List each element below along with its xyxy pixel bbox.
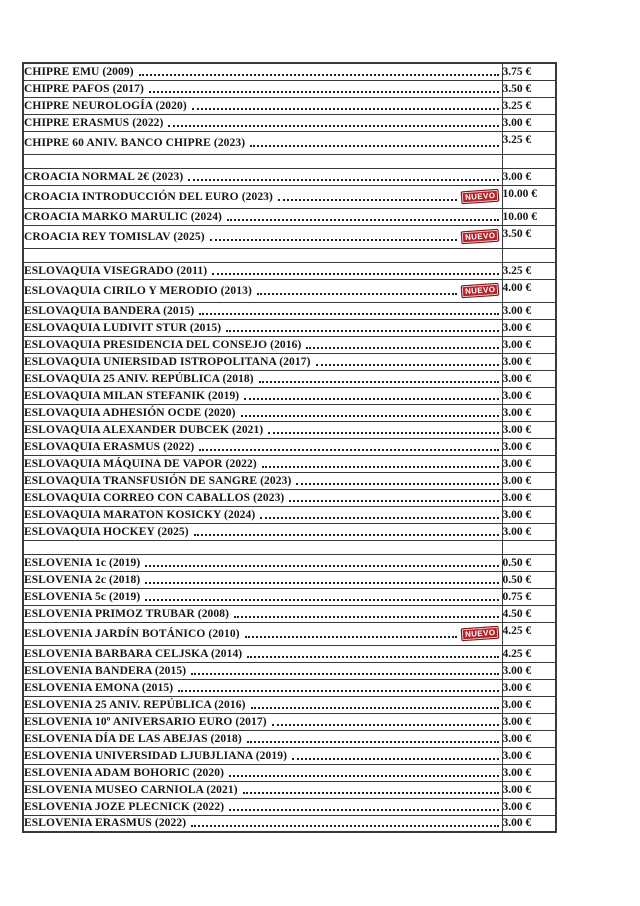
price-cell: 3.00 €: [502, 747, 556, 764]
table-row: [23, 185, 556, 208]
description-cell: [23, 319, 502, 336]
dotted-leader: [289, 500, 498, 502]
table-row: [23, 571, 556, 588]
price-table-body: [23, 63, 556, 832]
item-label: ESLOVAQUIA MÁQUINA DE VAPOR (2022): [24, 457, 257, 470]
dotted-leader: [251, 707, 499, 709]
row-line: [24, 591, 502, 603]
row-line: [24, 665, 502, 677]
description-cell: [23, 815, 502, 832]
table-row: [23, 302, 556, 319]
row-line: [24, 390, 502, 402]
row-line: [24, 716, 502, 728]
description-cell: [23, 662, 502, 679]
description-cell: [23, 404, 502, 421]
table-row: [23, 63, 556, 80]
description-cell: [23, 489, 502, 506]
table-row: [23, 523, 556, 540]
price-cell: 3.00 €: [502, 798, 556, 815]
table-row: [23, 279, 556, 302]
row-line: [24, 475, 502, 487]
dotted-leader: [191, 825, 498, 827]
dotted-leader: [260, 517, 498, 519]
row-line: [24, 83, 502, 95]
separator-row: [23, 248, 556, 262]
item-label: CHIPRE 60 ANIV. BANCO CHIPRE (2023): [24, 136, 246, 149]
price-cell: 3.00 €: [502, 764, 556, 781]
dotted-leader: [194, 534, 499, 536]
table-row: [23, 747, 556, 764]
table-row: [23, 679, 556, 696]
item-label: ESLOVAQUIA ALEXANDER DUBCEK (2021): [24, 423, 264, 436]
description-cell: [23, 588, 502, 605]
dotted-leader: [268, 432, 498, 434]
item-label: ESLOVENIA PRIMOZ TRUBAR (2008): [24, 607, 230, 620]
row-line: [24, 407, 502, 419]
table-row: [23, 764, 556, 781]
item-label: ESLOVENIA 10º ANIVERSARIO EURO (2017): [24, 715, 267, 728]
item-label: ESLOVAQUIA MILAN STEFANIK (2019): [24, 389, 240, 402]
price-cell: 4.25 €: [502, 622, 556, 645]
table-row: [23, 554, 556, 571]
description-cell: [23, 168, 502, 185]
row-line: [24, 230, 502, 243]
item-label: ESLOVAQUIA MARATON KOSICKY (2024): [24, 508, 256, 521]
row-line: [24, 574, 502, 586]
table-row: [23, 319, 556, 336]
item-label: CROACIA MARKO MARULIC (2024): [24, 210, 222, 223]
price-cell: 3.00 €: [502, 370, 556, 387]
row-line: [24, 117, 502, 129]
price-cell: 3.00 €: [502, 815, 556, 832]
table-row: [23, 455, 556, 472]
price-cell: 3.00 €: [502, 506, 556, 523]
description-cell: [23, 97, 502, 114]
price-cell: 3.50 €: [502, 80, 556, 97]
dotted-leader: [250, 145, 498, 147]
dotted-leader: [199, 449, 498, 451]
row-line: [24, 190, 502, 203]
description-cell: [23, 185, 502, 208]
item-label: ESLOVENIA BANDERA (2015): [24, 664, 187, 677]
row-line: [24, 373, 502, 385]
dotted-leader: [199, 313, 498, 315]
item-label: ESLOVENIA UNIVERSIDAD LJUBJLIANA (2019): [24, 749, 288, 762]
dotted-leader: [234, 616, 498, 618]
dotted-leader: [210, 239, 457, 241]
price-cell: 3.25 €: [502, 131, 556, 154]
dotted-leader: [241, 415, 499, 417]
price-cell: 3.00 €: [502, 472, 556, 489]
dotted-leader: [243, 792, 499, 794]
price-cell: 3.00 €: [502, 730, 556, 747]
description-cell: [23, 747, 502, 764]
item-label: ESLOVENIA MUSEO CARNIOLA (2021): [24, 783, 238, 796]
price-cell: 3.00 €: [502, 319, 556, 336]
dotted-leader: [244, 398, 498, 400]
description-cell: [23, 798, 502, 815]
description-cell: [23, 370, 502, 387]
price-cell: 3.00 €: [502, 404, 556, 421]
dotted-leader: [145, 582, 498, 584]
dotted-leader: [257, 293, 457, 295]
row-line: [24, 733, 502, 745]
table-row: [23, 336, 556, 353]
description-cell: [23, 679, 502, 696]
table-row: [23, 353, 556, 370]
item-label: CHIPRE NEUROLOGÍA (2020): [24, 99, 187, 112]
item-label: ESLOVENIA ERASMUS (2022): [24, 817, 187, 830]
description-cell: [23, 302, 502, 319]
item-label: ESLOVENIA BARBARA CELJSKA (2014): [24, 647, 243, 660]
dotted-leader: [226, 330, 498, 332]
table-row: [23, 421, 556, 438]
price-cell: 10.00 €: [502, 185, 556, 208]
price-cell: 3.50 €: [502, 225, 556, 248]
price-cell: 3.00 €: [502, 438, 556, 455]
price-cell: 3.00 €: [502, 302, 556, 319]
item-label: ESLOVAQUIA VISEGRADO (2011): [24, 264, 208, 277]
item-label: CHIPRE ERASMUS (2022): [24, 116, 164, 129]
price-cell: 4.50 €: [502, 605, 556, 622]
dotted-leader: [245, 636, 457, 638]
item-label: ESLOVAQUIA TRANSFUSIÓN DE SANGRE (2023): [24, 474, 292, 487]
item-label: ESLOVAQUIA HOCKEY (2025): [24, 525, 189, 538]
description-cell: [23, 506, 502, 523]
row-line: [24, 171, 502, 183]
price-cell: 3.00 €: [502, 336, 556, 353]
table-row: [23, 730, 556, 747]
item-label: ESLOVENIA ADAM BOHORIC (2020): [24, 766, 225, 779]
price-cell: 3.00 €: [502, 523, 556, 540]
table-row: [23, 208, 556, 225]
description-cell: [23, 63, 502, 80]
description-cell: [23, 696, 502, 713]
row-line: [24, 322, 502, 334]
description-cell: [23, 262, 502, 279]
nuevo-badge: NUEVO: [461, 626, 500, 642]
price-cell: 3.00 €: [502, 679, 556, 696]
description-cell: [23, 713, 502, 730]
dotted-leader: [306, 347, 498, 349]
description-cell: [23, 279, 502, 302]
item-label: CROACIA REY TOMISLAV (2025): [24, 230, 205, 243]
price-cell: 3.00 €: [502, 489, 556, 506]
price-cell: 3.00 €: [502, 421, 556, 438]
dotted-leader: [229, 809, 498, 811]
description-cell: [23, 523, 502, 540]
table-row: [23, 713, 556, 730]
dotted-leader: [316, 364, 499, 366]
dotted-leader: [178, 690, 498, 692]
price-cell: 3.00 €: [502, 353, 556, 370]
description-cell: [23, 472, 502, 489]
nuevo-badge: NUEVO: [461, 283, 500, 299]
description-cell: [23, 730, 502, 747]
separator-cell: [502, 248, 556, 262]
description-cell: [23, 571, 502, 588]
dotted-leader: [212, 273, 498, 275]
table-row: [23, 387, 556, 404]
description-cell: [23, 421, 502, 438]
dotted-leader: [188, 179, 498, 181]
row-line: [24, 100, 502, 112]
item-label: ESLOVENIA 2c (2018): [24, 573, 141, 586]
description-cell: [23, 80, 502, 97]
row-line: [24, 767, 502, 779]
table-row: [23, 97, 556, 114]
row-line: [24, 211, 502, 223]
item-label: CROACIA INTRODUCCIÓN DEL EURO (2023): [24, 190, 273, 203]
price-cell: 3.25 €: [502, 97, 556, 114]
description-cell: [23, 622, 502, 645]
description-cell: [23, 114, 502, 131]
dotted-leader: [292, 758, 498, 760]
price-cell: 3.00 €: [502, 387, 556, 404]
dotted-leader: [259, 381, 499, 383]
table-row: [23, 798, 556, 815]
price-cell: 3.00 €: [502, 713, 556, 730]
table-row: [23, 696, 556, 713]
separator-cell: [23, 540, 502, 554]
row-line: [24, 509, 502, 521]
price-cell: 3.00 €: [502, 696, 556, 713]
row-line: [24, 339, 502, 351]
item-label: ESLOVENIA JARDÍN BOTÁNICO (2010): [24, 627, 240, 640]
item-label: ESLOVENIA EMONA (2015): [24, 681, 174, 694]
table-row: [23, 662, 556, 679]
price-cell: 3.00 €: [502, 168, 556, 185]
item-label: ESLOVENIA 1c (2019): [24, 556, 141, 569]
dotted-leader: [296, 483, 498, 485]
table-row: [23, 815, 556, 832]
item-label: ESLOVENIA JOZE PLECNICK (2022): [24, 800, 225, 813]
price-cell: 10.00 €: [502, 208, 556, 225]
row-line: [24, 750, 502, 762]
dotted-leader: [247, 656, 498, 658]
table-row: [23, 781, 556, 798]
description-cell: [23, 225, 502, 248]
item-label: CHIPRE EMU (2009): [24, 65, 134, 78]
description-cell: [23, 605, 502, 622]
table-row: [23, 114, 556, 131]
table-row: [23, 131, 556, 154]
item-label: CHIPRE PAFOS (2017): [24, 82, 144, 95]
separator-cell: [502, 540, 556, 554]
item-label: ESLOVAQUIA BANDERA (2015): [24, 304, 195, 317]
table-row: [23, 506, 556, 523]
price-cell: 3.00 €: [502, 455, 556, 472]
item-label: ESLOVAQUIA UNIERSIDAD ISTROPOLITANA (2017): [24, 355, 311, 368]
item-label: ESLOVAQUIA 25 ANIV. REPÚBLICA (2018): [24, 372, 254, 385]
row-line: [24, 699, 502, 711]
row-line: [24, 817, 502, 829]
table-row: [23, 622, 556, 645]
separator-cell: [23, 154, 502, 168]
price-cell: 0.50 €: [502, 554, 556, 571]
dotted-leader: [262, 466, 499, 468]
item-label: ESLOVAQUIA CIRILO Y MERODIO (2013): [24, 284, 252, 297]
separator-row: [23, 540, 556, 554]
table-row: [23, 404, 556, 421]
dotted-leader: [145, 565, 498, 567]
table-row: [23, 80, 556, 97]
table-row: [23, 225, 556, 248]
item-label: ESLOVAQUIA CORREO CON CABALLOS (2023): [24, 491, 285, 504]
dotted-leader: [149, 91, 499, 93]
separator-row: [23, 154, 556, 168]
item-label: ESLOVENIA 25 ANIV. REPÚBLICA (2016): [24, 698, 246, 711]
row-line: [24, 441, 502, 453]
nuevo-badge: NUEVO: [461, 229, 500, 245]
table-row: [23, 438, 556, 455]
table-row: [23, 472, 556, 489]
row-line: [24, 305, 502, 317]
price-cell: 3.75 €: [502, 63, 556, 80]
row-line: [24, 458, 502, 470]
row-line: [24, 492, 502, 504]
item-label: ESLOVAQUIA LUDIVIT STUR (2015): [24, 321, 222, 334]
table-row: [23, 645, 556, 662]
description-cell: [23, 353, 502, 370]
row-line: [24, 801, 502, 813]
table-row: [23, 370, 556, 387]
coin-price-table: [22, 62, 557, 833]
item-label: ESLOVAQUIA PRESIDENCIA DEL CONSEJO (2016): [24, 338, 302, 351]
item-label: ESLOVAQUIA ADHESIÓN OCDE (2020): [24, 406, 236, 419]
dotted-leader: [145, 599, 498, 601]
dotted-leader: [247, 741, 499, 743]
table-row: [23, 262, 556, 279]
price-cell: 3.00 €: [502, 781, 556, 798]
description-cell: [23, 336, 502, 353]
dotted-leader: [139, 74, 499, 76]
item-label: ESLOVENIA DÍA DE LAS ABEJAS (2018): [24, 732, 242, 745]
description-cell: [23, 438, 502, 455]
dotted-leader: [191, 673, 498, 675]
dotted-leader: [272, 724, 499, 726]
row-line: [24, 66, 502, 78]
description-cell: [23, 554, 502, 571]
dotted-leader: [192, 108, 499, 110]
row-line: [24, 137, 502, 149]
row-line: [24, 526, 502, 538]
nuevo-badge: NUEVO: [461, 189, 500, 205]
description-cell: [23, 387, 502, 404]
description-cell: [23, 764, 502, 781]
dotted-leader: [229, 775, 498, 777]
price-cell: 3.00 €: [502, 114, 556, 131]
row-line: [24, 265, 502, 277]
dotted-leader: [227, 219, 499, 221]
row-line: [24, 557, 502, 569]
item-label: CROACIA NORMAL 2€ (2023): [24, 170, 184, 183]
description-cell: [23, 131, 502, 154]
table-row: [23, 489, 556, 506]
description-cell: [23, 645, 502, 662]
row-line: [24, 608, 502, 620]
table-row: [23, 168, 556, 185]
separator-cell: [502, 154, 556, 168]
row-line: [24, 424, 502, 436]
item-label: ESLOVENIA 5c (2019): [24, 590, 141, 603]
row-line: [24, 284, 502, 297]
row-line: [24, 784, 502, 796]
price-cell: 3.25 €: [502, 262, 556, 279]
description-cell: [23, 781, 502, 798]
row-line: [24, 682, 502, 694]
price-cell: 4.25 €: [502, 645, 556, 662]
table-row: [23, 588, 556, 605]
description-cell: [23, 455, 502, 472]
price-cell: 4.00 €: [502, 279, 556, 302]
separator-cell: [23, 248, 502, 262]
price-cell: 0.50 €: [502, 571, 556, 588]
price-cell: 0.75 €: [502, 588, 556, 605]
row-line: [24, 627, 502, 640]
row-line: [24, 648, 502, 660]
dotted-leader: [168, 125, 498, 127]
price-cell: 3.00 €: [502, 662, 556, 679]
item-label: ESLOVAQUIA ERASMUS (2022): [24, 440, 195, 453]
table-row: [23, 605, 556, 622]
row-line: [24, 356, 502, 368]
description-cell: [23, 208, 502, 225]
dotted-leader: [278, 199, 457, 201]
